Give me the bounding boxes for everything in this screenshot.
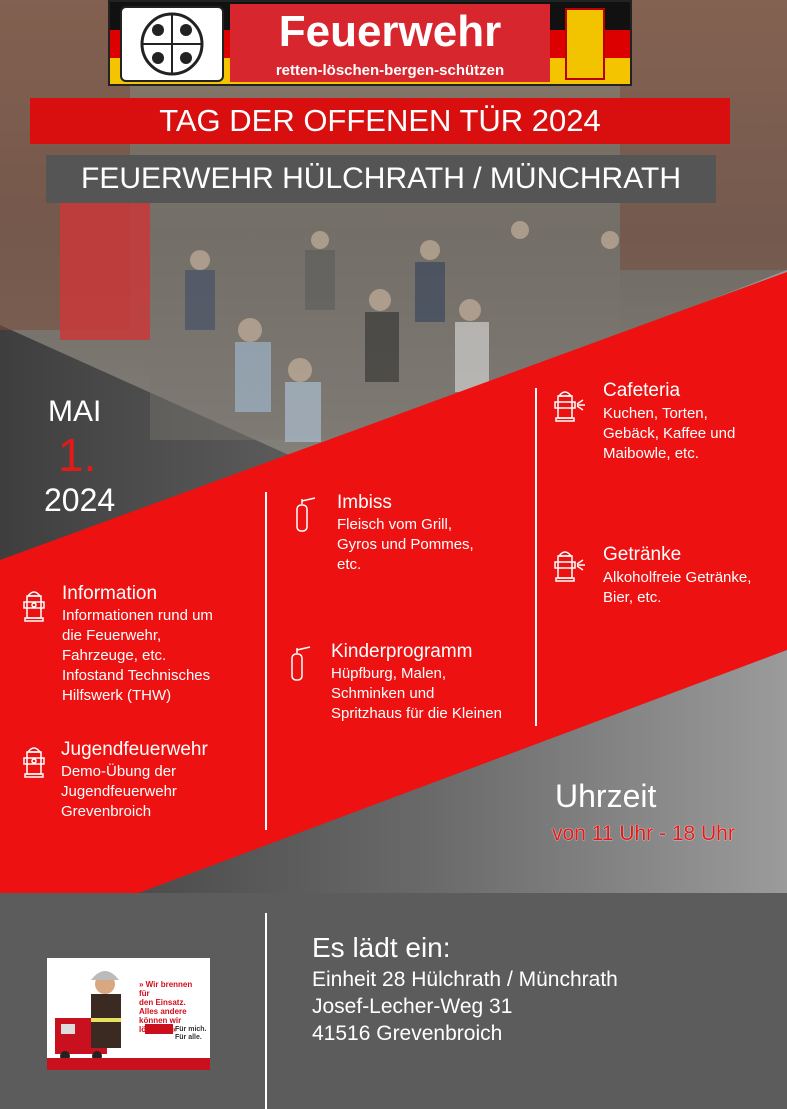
section-title-kinderprogramm: Kinderprogramm	[331, 641, 473, 662]
invite-line-street: Josef-Lecher-Weg 31	[312, 995, 513, 1018]
section-title-imbiss: Imbiss	[337, 492, 392, 513]
flag-emblem-icon	[565, 8, 605, 80]
flag-title: Feuerwehr	[230, 4, 550, 60]
invite-line-city: 41516 Grevenbroich	[312, 1022, 503, 1045]
section-body-kinderprogramm: Hüpfburg, Malen, Schminken und Spritzhaus für die Kleinen	[331, 665, 502, 722]
organizer-title: FEUERWEHR HÜLCHRATH / MÜNCHRATH	[46, 155, 716, 203]
event-title: TAG DER OFFENEN TÜR 2024	[30, 98, 730, 144]
fire-department-emblem-icon	[120, 6, 224, 82]
section-body-cafeteria: Kuchen, Torten, Gebäck, Kaffee und Maibowle, etc.	[603, 405, 736, 462]
date-year: 2024	[44, 482, 116, 518]
date-day: 1.	[58, 429, 97, 481]
invite-title: Es lädt ein:	[312, 932, 451, 963]
date-month: MAI	[48, 395, 102, 428]
fire-extinguisher-icon	[293, 495, 319, 538]
section-title-cafeteria: Cafeteria	[603, 380, 681, 401]
section-body-information: Informationen rund um die Feuerwehr, Fahrzeuge, etc. Infostand Technisches Hilfswerk (THW)	[62, 607, 213, 704]
section-body-jugendfeuerwehr: Demo-Übung der Jugendfeuerwehr Grevenbroich	[61, 763, 177, 820]
flyer-slogan: » Wir brennen für den Einsatz. Alles andere können wir löschen «	[139, 980, 193, 1034]
fire-extinguisher-icon	[288, 644, 314, 687]
time-range: von 11 Uhr - 18 Uhr	[552, 822, 735, 845]
spraying-hydrant-icon	[553, 386, 589, 427]
recruitment-flyer-image	[47, 958, 210, 1070]
section-title-jugendfeuerwehr: Jugendfeuerwehr	[61, 739, 208, 760]
fire-hydrant-icon	[22, 742, 46, 783]
section-body-imbiss: Fleisch vom Grill, Gyros und Pommes, etc.	[337, 516, 474, 573]
section-title-getraenke: Getränke	[603, 544, 682, 565]
section-body-getraenke: Alkoholfreie Getränke, Bier, etc.	[603, 569, 752, 606]
section-title-information: Information	[62, 583, 158, 604]
fire-hydrant-icon	[22, 586, 46, 627]
time-title: Uhrzeit	[555, 778, 657, 814]
spraying-hydrant-icon	[553, 546, 589, 587]
feuerwehr-flag-banner	[108, 0, 632, 86]
flag-motto: retten-löschen-bergen-schützen	[230, 60, 550, 82]
flyer-tagline: Für mich. Für alle.	[175, 1026, 207, 1041]
invite-line-unit: Einheit 28 Hülchrath / Münchrath	[312, 968, 618, 991]
